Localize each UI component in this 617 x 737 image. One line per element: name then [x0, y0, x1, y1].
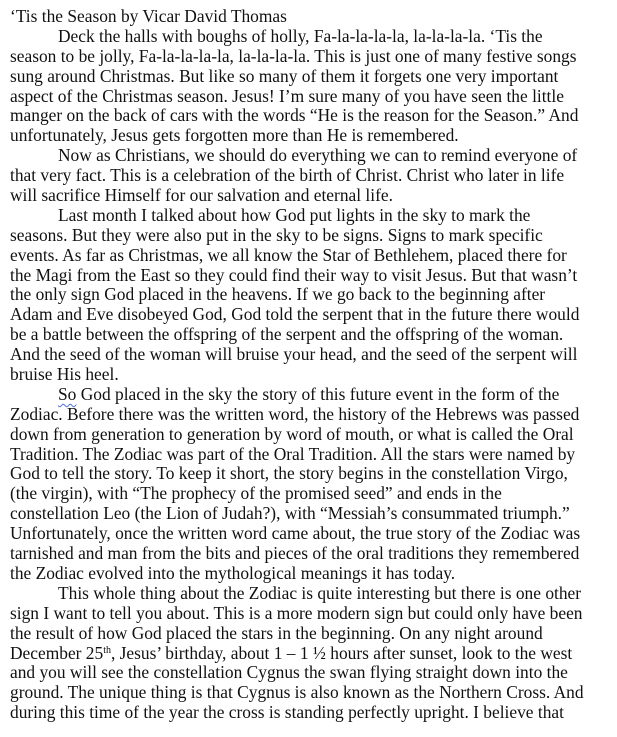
text-line: bruise His heel.	[10, 364, 119, 385]
text-line: unfortunately, Jesus gets forgotten more than He is remembered.	[10, 125, 459, 146]
text-line: Zodiac. Before there was the written word, the history of the Hebrews was passed	[10, 403, 580, 424]
text-line: This whole thing about the Zodiac is quite interesting but there is one other	[58, 582, 582, 603]
text-line: and you will see the constellation Cygnus the swan flying straight down into the	[10, 662, 568, 683]
text-line: will sacrifice Himself for our salvation and eternal life.	[10, 185, 393, 206]
text-line: season to be jolly, Fa-la-la-la-la, la-la-la-la. This is just one of many festive songs	[10, 45, 577, 66]
text-span: December 25	[10, 642, 104, 663]
text-line	[10, 385, 617, 405]
text-line: manger on the back of cars with the words “He is the reason for the Season.” And	[10, 105, 579, 126]
text-line: seasons. But they were also put in the sky to be signs. Signs to mark specific	[10, 224, 543, 245]
text-line: Deck the halls with boughs of holly, Fa-la-la-la-la, la-la-la-la. ‘Tis the	[58, 25, 543, 46]
text-line: aspect of the Christmas season. Jesus! I’m sure many of you have seen the little	[10, 85, 564, 106]
text-line	[10, 644, 617, 664]
text-line: tarnished and man from the bits and pieces of the oral traditions they remembered	[10, 543, 580, 564]
text-line: the only sign God placed in the heavens. If we go back to the beginning after	[10, 284, 546, 305]
text-line: Last month I talked about how God put lights in the sky to mark the	[58, 204, 531, 225]
text-line: Now as Christians, we should do everything we can to remind everyone of	[58, 145, 578, 166]
text-line: the Magi from the East so they could find their way to visit Jesus. But that wasn’t	[10, 264, 578, 285]
text-line: And the seed of the woman will bruise your head, and the seed of the serpent will	[10, 344, 578, 365]
text-line: God to tell the story. To keep it short, the story begins in the constellation Virgo,	[10, 463, 568, 484]
text-line: down from generation to generation by word of mouth, or what is called the Oral	[10, 423, 574, 444]
text-line: that very fact. This is a celebration of the birth of Christ. Christ who later in life	[10, 165, 565, 186]
text-line: be a battle between the offspring of the serpent and the offspring of the woman.	[10, 324, 564, 345]
text-line: Tradition. The Zodiac was part of the Oral Tradition. All the stars were named by	[10, 443, 576, 464]
text-line: sign I want to tell you about. This is a more modern sign but could only have been	[10, 602, 583, 623]
text-line: the result of how God placed the stars in the beginning. On any night around	[10, 622, 543, 643]
text-span: God placed in the sky the story of this future event in the form of the	[76, 383, 560, 404]
spellcheck-flagged-word[interactable]: So	[58, 383, 77, 404]
text-line: constellation Leo (the Lion of Judah?), with “Messiah’s consummated triumph.”	[10, 503, 570, 524]
superscript: th	[103, 644, 111, 656]
text-line: sung around Christmas. But like so many of them it forgets one very important	[10, 65, 559, 86]
document-title: ‘Tis the Season by Vicar David Thomas	[10, 6, 287, 26]
text-line: during this time of the year the cross is standing perfectly upright. I believe that	[10, 702, 564, 723]
text-line: the Zodiac evolved into the mythological meanings it has today.	[10, 562, 456, 583]
text-line: Unfortunately, once the written word came about, the true story of the Zodiac was	[10, 523, 581, 544]
text-line: ground. The unique thing is that Cygnus is also known as the Northern Cross. And	[10, 682, 584, 703]
text-line: events. As far as Christmas, we all know the Star of Bethlehem, placed there for	[10, 244, 567, 265]
text-line: Adam and Eve disobeyed God, God told the serpent that in the future there would	[10, 304, 580, 325]
text-line: (the virgin), with “The prophecy of the promised seed” and ends in the	[10, 483, 502, 504]
text-span: , Jesus’ birthday, about 1 – 1 ½ hours after sunset, look to the west	[110, 642, 573, 663]
